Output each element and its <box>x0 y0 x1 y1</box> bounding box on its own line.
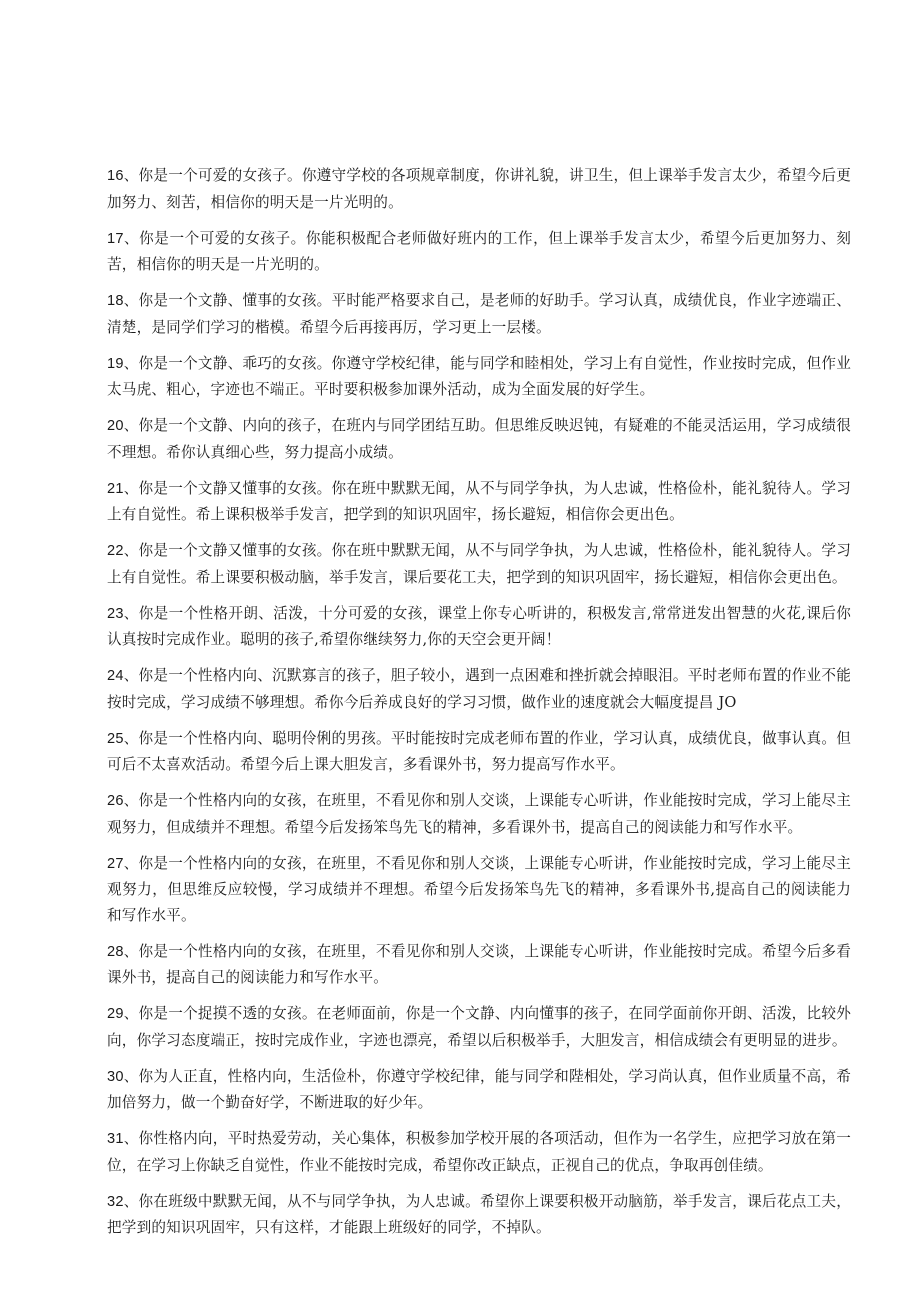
entry-text: 、你在班级中默默无闻，从不与同学争执，为人忠诚。希望你上课要积极开动脑筋，举手发言，课后花点工夫，把学到的知识巩固牢，只有这样，才能跟上班级好的同学，不掉队。 <box>107 1192 851 1236</box>
entry-text: 、你是一个文静、懂事的女孩。平时能严格要求自己，是老师的好助手。学习认真，成绩优良，作业字迹端正、清楚，是同学们学习的楷模。希望今后再接再厉，学习更上一层楼。 <box>107 292 851 336</box>
comment-entry-27 <box>107 851 851 929</box>
entry-text: 、你是一个性格内向、聪明伶俐的男孩。平时能按时完成老师布置的作业，学习认真，成绩优良，做事认真。但可后不太喜欢活动。希望今后上课大胆发言，多看课外书，努力提高写作水平。 <box>107 729 851 773</box>
entry-text: 、你是一个性格开朗、活泼，十分可爱的女孩，课堂上你专心听讲的，积极发言,常常迸发出智慧的火花,课后你认真按时完成作业。聪明的孩子,希望你继续努力,你的天空会更开阔！ <box>107 604 851 648</box>
document-body <box>107 163 851 1251</box>
entry-number: 30 <box>107 1068 124 1085</box>
entry-number: 22 <box>107 543 124 559</box>
entry-text: 、你是一个文静又懂事的女孩。你在班中默默无闻，从不与同学争执，为人忠诚，性格俭朴，能礼貌待人。学习上有自觉性。希上课积极举手发言，把学到的知识巩固牢，扬长避短，相信你会更出色。 <box>107 479 851 523</box>
entry-number: 21 <box>107 480 124 497</box>
comment-entry-23 <box>107 601 851 653</box>
entry-number: 24 <box>107 668 124 684</box>
entry-text: 、你是一个性格内向的女孩，在班里，不看见你和别人交谈，上课能专心听讲，作业能按时完成，学习上能尽主观努力，但成绩并不理想。希望今后发扬笨鸟先飞的精神，多看课外书，提高自己的阅读能力和写作水平。 <box>107 792 851 836</box>
entry-number: 19 <box>107 355 124 372</box>
entry-number: 23 <box>107 605 124 622</box>
entry-number: 26 <box>107 793 124 809</box>
entry-text: 、你是一个捉摸不透的女孩。在老师面前，你是一个文静、内向懂事的孩子，在同学面前你开朗、活泼，比较外向，你学习态度端正，按时完成作业，字迹也漂亮，希望以后积极举手，大胆发言，相信成绩会有更明显的进步。 <box>107 1005 851 1049</box>
comment-entry-16 <box>107 163 851 215</box>
comment-entry-29 <box>107 1001 851 1053</box>
entry-text: 、你为人正直，性格内向，生活俭朴，你遵守学校纪律，能与同学和陛相处，学习尚认真，但作业质量不高，希加倍努力，做一个勤奋好学，不断进取的好少年。 <box>107 1067 851 1111</box>
entry-text: 、你是一个文静、内向的孩子，在班内与同学团结互助。但思维反映迟钝，有疑难的不能灵活运用，学习成绩很不理想。希你认真细心些，努力提高小成绩。 <box>107 417 851 461</box>
entry-text: 、你是一个可爱的女孩子。你能积极配合老师做好班内的工作，但上课举手发言太少，希望今后更加努力、刻苦，相信你的明天是一片光明的。 <box>107 229 851 273</box>
entry-number: 27 <box>107 855 124 872</box>
entry-number: 32 <box>107 1193 124 1210</box>
comment-entry-31 <box>107 1126 851 1178</box>
comment-entry-22 <box>107 538 851 590</box>
entry-text: 、你是一个可爱的女孩子。你遵守学校的各项规章制度，你讲礼貌，讲卫生，但上课举手发言太少，希望今后更加努力、刻苦，相信你的明天是一片光明的。 <box>107 167 851 211</box>
comment-entry-25 <box>107 726 851 778</box>
entry-number: 18 <box>107 293 124 309</box>
entry-text: 、你是一个性格内向的女孩，在班里，不看见你和别人交谈，上课能专心听讲，作业能按时完成，学习上能尽主观努力，但思维反应较慢，学习成绩并不理想。希望今后发扬笨鸟先飞的精神，多看课外书,提高自己的阅读能力和写作水平。 <box>107 854 851 924</box>
comment-entry-32 <box>107 1189 851 1241</box>
entry-number: 20 <box>107 418 124 434</box>
entry-text: 、你是一个性格内向、沉默寡言的孩子，胆子较小，遇到一点困难和挫折就会掉眼泪。平时老师布置的作业不能按时完成，学习成绩不够理想。希你今后养成良好的学习习惯，做作业的速度就会大幅度提昌 JO <box>107 667 851 711</box>
comment-entry-30 <box>107 1064 851 1116</box>
comment-entry-17 <box>107 226 851 278</box>
comment-entry-24 <box>107 663 851 715</box>
entry-number: 29 <box>107 1006 124 1022</box>
entry-number: 28 <box>107 943 124 960</box>
entry-number: 25 <box>107 730 124 747</box>
entry-number: 17 <box>107 230 124 247</box>
comment-entry-19 <box>107 351 851 403</box>
entry-text: 、你是一个文静、乖巧的女孩。你遵守学校纪律，能与同学和睦相处，学习上有自觉性，作业按时完成，但作业太马虎、粗心，字迹也不端正。平时要积极参加课外活动，成为全面发展的好学生。 <box>107 354 851 398</box>
comment-entry-26 <box>107 788 851 840</box>
entry-text: 、你是一个性格内向的女孩，在班里，不看见你和别人交谈，上课能专心听讲，作业能按时完成。希望今后多看课外书，提高自己的阅读能力和写作水平。 <box>107 942 851 986</box>
entry-text: 、你性格内向，平时热爱劳动，关心集体，积极参加学校开展的各项活动，但作为一名学生，应把学习放在第一位，在学习上你缺乏自觉性，作业不能按时完成，希望你改正缺点，正视自己的优点，争取再创佳绩。 <box>107 1130 851 1174</box>
comment-entry-18 <box>107 288 851 340</box>
comment-entry-28 <box>107 939 851 991</box>
comment-entry-20 <box>107 413 851 465</box>
entry-text: 、你是一个文静又懂事的女孩。你在班中默默无闻，从不与同学争执，为人忠诚，性格俭朴，能礼貌待人。学习上有自觉性。希上课要积极动脑，举手发言，课后要花工夫，把学到的知识巩固牢，扬长避短，相信你会更出色。 <box>107 542 851 586</box>
comment-entry-21 <box>107 476 851 528</box>
entry-number: 16 <box>107 168 124 184</box>
entry-number: 31 <box>107 1131 124 1147</box>
